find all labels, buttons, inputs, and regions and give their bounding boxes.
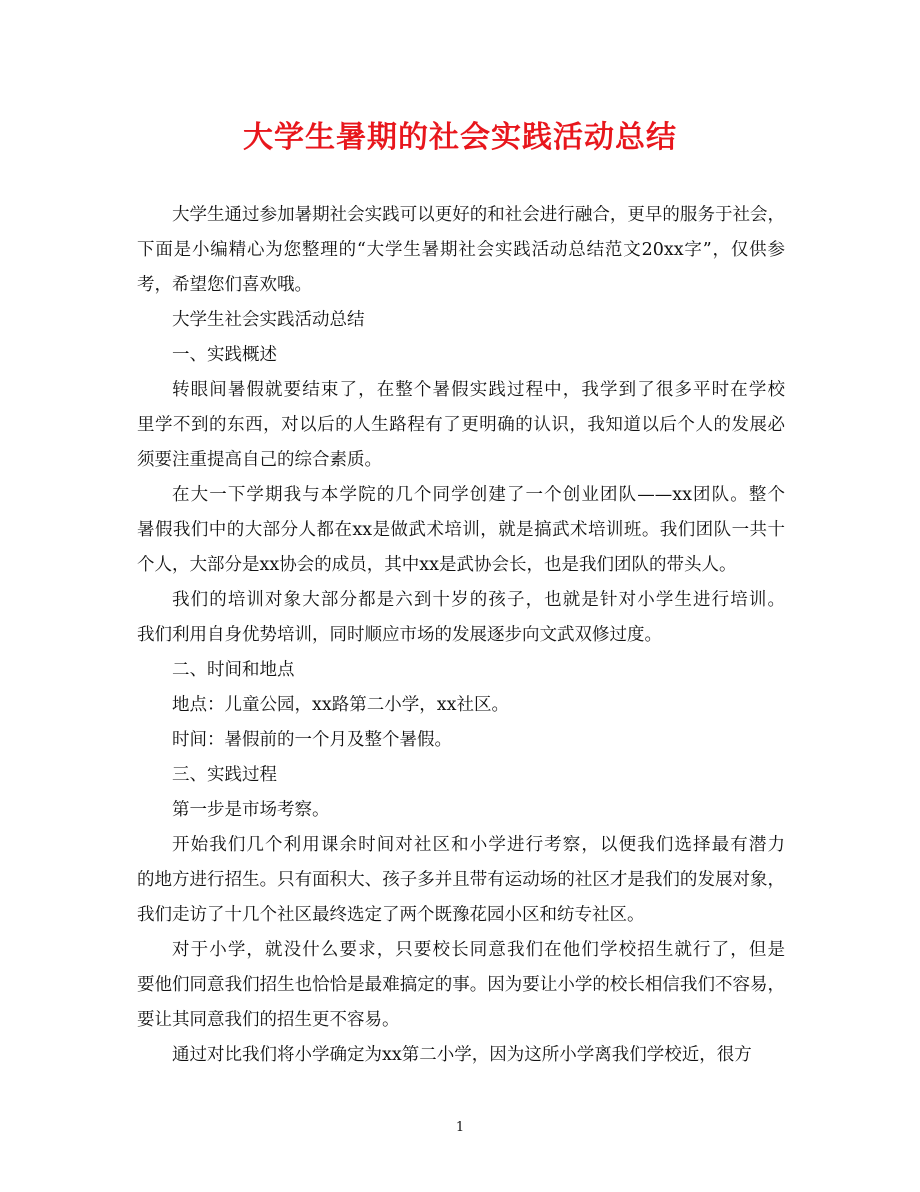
paragraph-line: 转眼间暑假就要结束了，在整个暑假实践过程中，我学到了很多平时在学校 [172,380,785,400]
page-number: 1 [455,1120,465,1135]
paragraph-line: 地点：儿童公园，xx路第二小学，xx社区。 [172,695,509,715]
paragraph [137,303,785,338]
document-body [137,198,785,1073]
paragraph-line: 一、实践概述 [172,345,277,365]
paragraph-line: 开始我们几个利用课余时间对社区和小学进行考察，以便我们选择最有潜力 [172,835,785,855]
paragraph-line: 在大一下学期我与本学院的几个同学创建了一个创业团队——xx团队。整个 [172,485,785,505]
paragraph-line: 的地方进行招生。只有面积大、孩子多并且带有运动场的社区才是我们的发展对象， [137,870,785,890]
document-title: 大学生暑期的社会实践活动总结 [243,120,677,155]
paragraph [137,583,785,653]
paragraph-line: 我们的培训对象大部分都是六到十岁的孩子，也就是针对小学生进行培训。 [172,590,785,610]
paragraph [137,1038,785,1073]
paragraph-line: 时间：暑假前的一个月及整个暑假。 [172,730,452,750]
paragraph [137,338,785,373]
paragraph-line: 二、时间和地点 [172,660,295,680]
paragraph-line: 对于小学，就没什么要求，只要校长同意我们在他们学校招生就行了，但是 [172,940,785,960]
paragraph-line: 第一步是市场考察。 [172,800,330,820]
paragraph-line: 要让其同意我们的招生更不容易。 [137,1010,400,1030]
paragraph [137,688,785,723]
paragraph [137,758,785,793]
paragraph-line: 下面是小编精心为您整理的“大学生暑期社会实践活动总结范文20xx字”，仅供参 [137,240,785,260]
paragraph [137,653,785,688]
paragraph-line: 三、实践过程 [172,765,277,785]
paragraph-line: 我们走访了十几个社区最终选定了两个既豫花园小区和纺专社区。 [137,905,645,925]
paragraph-line: 个人，大部分是xx协会的成员，其中xx是武协会长，也是我们团队的带头人。 [137,555,737,575]
paragraph [137,793,785,828]
paragraph [137,933,785,1038]
paragraph-line: 考，希望您们喜欢哦。 [137,275,312,295]
paragraph-line: 暑假我们中的大部分人都在xx是做武术培训，就是搞武术培训班。我们团队一共十 [137,520,785,540]
paragraph-line: 要他们同意我们招生也恰恰是最难搞定的事。因为要让小学的校长相信我们不容易， [137,975,785,995]
paragraph-line: 大学生社会实践活动总结 [172,310,365,330]
paragraph [137,198,785,303]
paragraph-line: 通过对比我们将小学确定为xx第二小学，因为这所小学离我们学校近，很方 [172,1045,752,1065]
paragraph-line: 大学生通过参加暑期社会实践可以更好的和社会进行融合，更早的服务于社会， [172,205,785,225]
paragraph [137,373,785,478]
paragraph-line: 须要注重提高自己的综合素质。 [137,450,382,470]
paragraph-line: 我们利用自身优势培训，同时顺应市场的发展逐步向文武双修过度。 [137,625,662,645]
paragraph [137,478,785,583]
paragraph [137,828,785,933]
paragraph [137,723,785,758]
paragraph-line: 里学不到的东西，对以后的人生路程有了更明确的认识，我知道以后个人的发展必 [137,415,785,435]
